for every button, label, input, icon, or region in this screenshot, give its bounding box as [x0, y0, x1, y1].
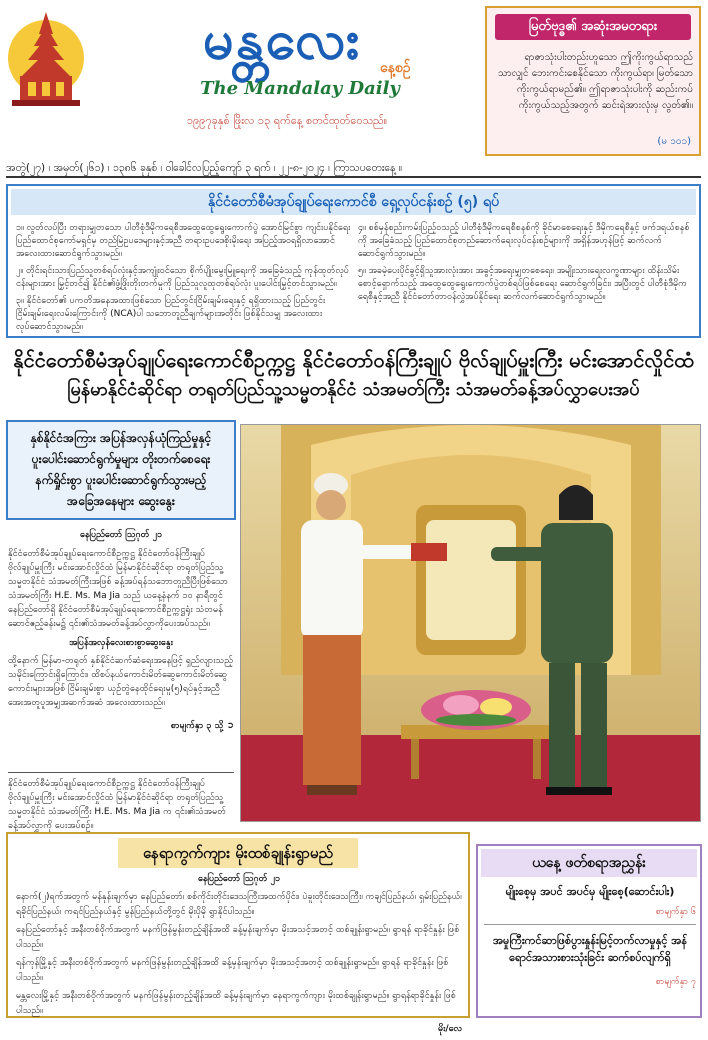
- weather-signoff: မိုး/လေ: [437, 1024, 462, 1034]
- reading-guide-item[interactable]: မျိုးစေ့မှ အပင် အပင်မှ မျိုးစေ့(ဆောင်းပါး): [505, 885, 675, 898]
- weather-paragraph: ရန်ကုန်မြို့နှင့် အနီးတစ်ဝိုက်အတွက် မနက်ဖြန်မွန်းတည့်ချိန်အထိ ခန့်မှန်းချက်မှာ မိုးအသင့်အတင့် ထစ်ချုန်းရွာမည်။ ရွာရန် ရာခိုင်နှုန်း ဖြစ်ပါသည်။: [16, 958, 449, 983]
- motto-page-ref: (မ ၁၀၁): [657, 136, 691, 147]
- side-story-body: [8, 528, 234, 742]
- plan-item: ၁။ လွတ်လပ်ပြီး တရားမျှတသော ပါတီစုံဒီမိုကရေစီအထွေထွေရွေးကောက်ပွဲ အောင်မြင်စွာ ကျင်းပနိုင်ရေး ပြည်ထောင်စုကော်မရှင်မှ တည်မြဲဥပဒေများနှင့်အညီ တရားဥပဒေစိုးမိုးရေး အပြည့်အဝရရှိလာအောင် အလေးထားဆောင်ရွက်သွားမည်။: [16, 223, 351, 259]
- masthead-english-name: The Mandalay Daily: [200, 78, 400, 99]
- story-paragraph: နိုင်ငံတော်စီမံအုပ်ချုပ်ရေးကောင်စီဥက္ကဋ္ဌ နိုင်ငံတော်ဝန်ကြီးချုပ် ဗိုလ်ချုပ်မှူးကြီး မင်းအောင်လှိုင်ထံ မြန်မာနိုင်ငံဆိုင်ရာ တရုတ်ပြည်သူ့သမ္မတနိုင်ငံ သံအမတ်ကြီးအဖြစ် ခန့်အပ်ရန်သဘောတူညီပြီးဖြစ်သော သံအမတ်ကြီး H.E. Ms. Ma Jia သည် ယနေ့နံနက် ၁၀ နာရီတွင် နေပြည်တော်ရှိ နိုင်ငံတော်စီမံအုပ်ချုပ်ရေးကောင်စီဥက္ကဋ္ဌရုံး သံတမန်ဆောင်ဧည့်ခန်းမ၌ ၎င်း၏သံအမတ်ခန့်အပ်လွှာကိုပေးအပ်သည်။: [8, 549, 228, 629]
- weather-paragraph: နောက်(၂)ရက်အတွက် မန်နုန်းချက်မှာ နေပြည်တော်၊ စစ်ကိုင်းတိုင်းဒေသကြီးအထက်ပိုင်း၊ ပဲခူးတိုင်းဒေသကြီး၊ ကချင်ပြည်နယ်၊ ရှမ်းပြည်နယ်၊ ရခိုင်ပြည်နယ်၊ ကရင်ပြည်နယ်နှင့် မွန်ပြည်နယ်တို့တွင် မိုးပိုမို ရွာနိုင်ပါသည်။: [16, 892, 462, 917]
- plan-column-left: [16, 222, 351, 338]
- plan-item: ၄။ စစ်မှန်စည်းကမ်းပြည့်ဝသည့် ပါတီစုံဒီမိုကရေစီစနစ်ကို ခိုင်မာစေရေးနှင့် ဒီမိုကရေစီနှင့် ဖက်ဒရယ်စနစ်ကို အခြေခံသည့် ပြည်ထောင်စုတည်ဆောက်ရေးလုပ်ငန်းစဉ်များကို အရှိန်အဟုန်ဖြင့် ဆက်လက်ဆောင်ရွက်သွားမည်။: [358, 223, 690, 259]
- plan-item: ၅။ အခမဲ့ပေးပိုင်ခွင့်ရှိသူအားလုံးအား အခွင့်အရေးမျှတစေရေး၊ အမျိုးသားရေးလက္ခဏာများ ထိန်းသိမ်းစောင့်ရှောက်သည့် အထွေထွေရွေးကောက်ပွဲတစ်ရပ်ဖြစ်စေရေး ဆောင်ရွက်ခြင်း၊ အပြီးတွင် ပါတီစုံဒီမိုကရေစီနှင့်အညီ နိုင်ငံတော်တာဝန်လွှဲအပ်နိုင်ရေး ဆက်လက်ဆောင်ရွက်သွားမည်။: [358, 266, 687, 302]
- weather-dateline: နေပြည်တော် ဩဂုတ် ၂၁: [197, 874, 281, 884]
- todays-reading-guide-box: [476, 844, 702, 1018]
- plan-column-right: [358, 222, 693, 308]
- story-subhead: အပြန်အလှန်လေးစားစွာဆွေးနွေး: [69, 638, 173, 648]
- reading-guide-page-ref: စာမျက်နှာ ၇: [655, 977, 696, 987]
- reading-guide-page-ref: စာမျက်နှာ ၆: [655, 907, 696, 917]
- issue-dateline: အတွဲ(၂၇) ၊ အမှတ်(၂၆၁) ၊ ၁၃၈၆ ခုနှစ် ၊ ဝါခေါင်လပြည့်ကျော် ၃ ရက် ၊ ၂၂-၈-၂၀၂၄ ၊ ကြာသပတေးနေ့ ။: [6, 158, 701, 178]
- masthead-title: မန္တလေး: [202, 7, 362, 71]
- story-paragraph: ထို့နောက် မြန်မာ-တရုတ် နှစ်နိုင်ငံဆက်ဆံရေးအနေဖြင့် ရှည်လျားသည့်သမိုင်းကြောင်းရှိကြောင်း၊ ထိစပ်နယ်ကောင်းမိတ်ဆွေကောင်းမိတ်ဆွေကောင်းများအဖြစ် ငြိမ်းချမ်းစွာ ယှဉ်တွဲနေထိုင်ရေးမူ(၅)ရပ်နှင့်အညီ အေးအတူပူအမျှအဆက်အဆံ အလေးထားသည်။: [8, 656, 233, 708]
- six-month-plan-box: [6, 184, 701, 338]
- motto-text: ရာဇာသုံးပါးတည်းဟူသော ဤကိုးကွယ်ရာသည်သာလျှင် ဘေးကင်းစေနိုင်သော ကိုးကွယ်ရာ၊ မြတ်သော ကိုးကွယ်ရာမည်၏။ ဤရာဇာသုံးပါးကို ဆည်းကပ်ကိုးကွယ်သည့်အတွက် ဆင်းရဲအားလုံးမှ လွတ်၏။: [497, 52, 693, 111]
- pagoda-emblem-logo: [6, 6, 86, 156]
- masthead-tagline: ၁၉၉၇ခုနှစ် ဖြိုးလ ၁၃ ရက်နေ့ စတင်ထုတ်ဝေသည်။: [186, 114, 388, 127]
- story-dateline: နေပြည်တော် ဩဂုတ် ၂၁: [79, 530, 163, 540]
- plan-item: ၃။ နိုင်ငံတော်၏ ပကတိအနေအထားဖြစ်သော ပြည်တွင်းငြိမ်းချမ်းရေးနှင့် ရရှိထားသည့် ပြည်တွင်းငြိမ်းချမ်းရေးလမ်းကြောင်းကို (NCA)ပါ သဘောတူညီချက်များအတိုင်း ဖြစ်နိုင်သမျှ အလေးထား လုပ်ဆောင်သွားမည်။: [16, 296, 326, 332]
- side-story-headline: နှစ်နိုင်ငံအကြား အပြန်အလှန်ယုံကြည်မှုနှင့် ပူးပေါင်းဆောင်ရွက်မှုများ တိုးတက်စေရေး နက်ရှိုင်းစွာ ပူးပေါင်းဆောင်ရွက်သွားမည့် အခြေအနေများ ဆွေးနွေး: [30, 431, 212, 508]
- credentials-ceremony-photo: [240, 424, 701, 822]
- main-headline-line-1: နိုင်ငံတော်စီမံအုပ်ချုပ်ရေးကောင်စီဥက္ကဋ္ဌ နိုင်ငံတော်ဝန်ကြီးချုပ် ဗိုလ်ချုပ်မှူးကြီး မင်းအောင်လှိုင်ထံ: [13, 348, 694, 372]
- motto-header: မြတ်ဗုဒ္ဓ၏ အဆုံးအမတရား: [495, 14, 691, 40]
- photo-caption: နိုင်ငံတော်စီမံအုပ်ချုပ်ရေးကောင်စီဥက္ကဋ္ဌ နိုင်ငံတော်ဝန်ကြီးချုပ် ဗိုလ်ချုပ်မှူးကြီး မင်းအောင်လှိုင်ထံ မြန်မာနိုင်ငံဆိုင်ရာ တရုတ်ပြည်သူ့သမ္မတနိုင်ငံ သံအမတ်ကြီး H.E. Ms. Ma Jia က ၎င်း၏သံအမတ်ခန့်အပ်လွှာကို ပေးအပ်စဉ်။: [8, 772, 234, 833]
- weather-body: [16, 872, 462, 1040]
- divider: [484, 924, 696, 925]
- continued-link[interactable]: စာမျက်နှာ ၃ သို့ ➲: [170, 721, 234, 731]
- weather-title: နေရာကွက်ကျား မိုးထစ်ချုန်းရွာမည်: [118, 838, 358, 868]
- reading-guide-item[interactable]: အမှုကြီးကင်ဆာဖြစ်ပွားနှုန်းမြင့်တက်လာမှုနှင့် အန်ရောင်အသားစားသုံးခြင်း ဆက်စပ်လျက်ရှိ: [492, 934, 688, 964]
- reading-guide-title: ယနေ့ ဖတ်စရာအညွှန်း: [481, 849, 697, 877]
- motto-box: [485, 6, 701, 156]
- weather-forecast-box: [6, 832, 470, 1034]
- side-story-headline-box: [6, 420, 236, 520]
- main-headline-line-2: မြန်မာနိုင်ငံဆိုင်ရာ တရုတ်ပြည်သူ့သမ္မတနိုင်ငံ သံအမတ်ကြီး သံအမတ်ခန့်အပ်လွှာပေးအပ်: [67, 379, 640, 400]
- weather-paragraph: နေပြည်တော်နှင့် အနီးတစ်ဝိုက်အတွက် မနက်ဖြန်မွန်းတည့်ချိန်အထိ ခန့်မှန်းချက်မှာ မိုးအသင့်အတင့် ထစ်ချုန်းရွာမည်။ ရွာရန် ရာခိုင်နှုန်း ဖြစ်ပါသည်။: [16, 925, 460, 950]
- weather-paragraph: မန္တလေးမြို့နှင့် အနီးတစ်ဝိုက်အတွက် မနက်ဖြန်မွန်းတည့်ချိန်အထိ ခန့်မှန်းချက်မှာ နေရာကွက်ကျား မိုးထစ်ချုန်းရွာမည်။ ရွာရန်ရာခိုင်နှုန်း ဖြစ်ပါသည်။: [16, 991, 456, 1016]
- plan-item: ၂။ တိုင်းရင်းသားပြည်သူတစ်ရပ်လုံးနှင့်အကျုံးဝင်သော စိုက်ပျိုးမွေးမြူရေးကို အခြေခံသည့် ကုန်ထုတ်လုပ်ငန်းများအား မြှင့်တင်၍ နိုင်ငံ၏ဖွံ့ဖြိုးတိုးတက်မှုကို ပြည်သူလူထုတစ်ရပ်လုံး ပူးပေါင်းမြှင့်တင်သွားမည်။: [16, 266, 349, 289]
- plan-title: နိုင်ငံတော်စီမံအုပ်ချုပ်ရေးကောင်စီ ရှေ့လုပ်ငန်းစဉ် (၅) ရပ်: [11, 189, 696, 215]
- masthead-subtitle: နေ့စဉ်: [380, 60, 411, 76]
